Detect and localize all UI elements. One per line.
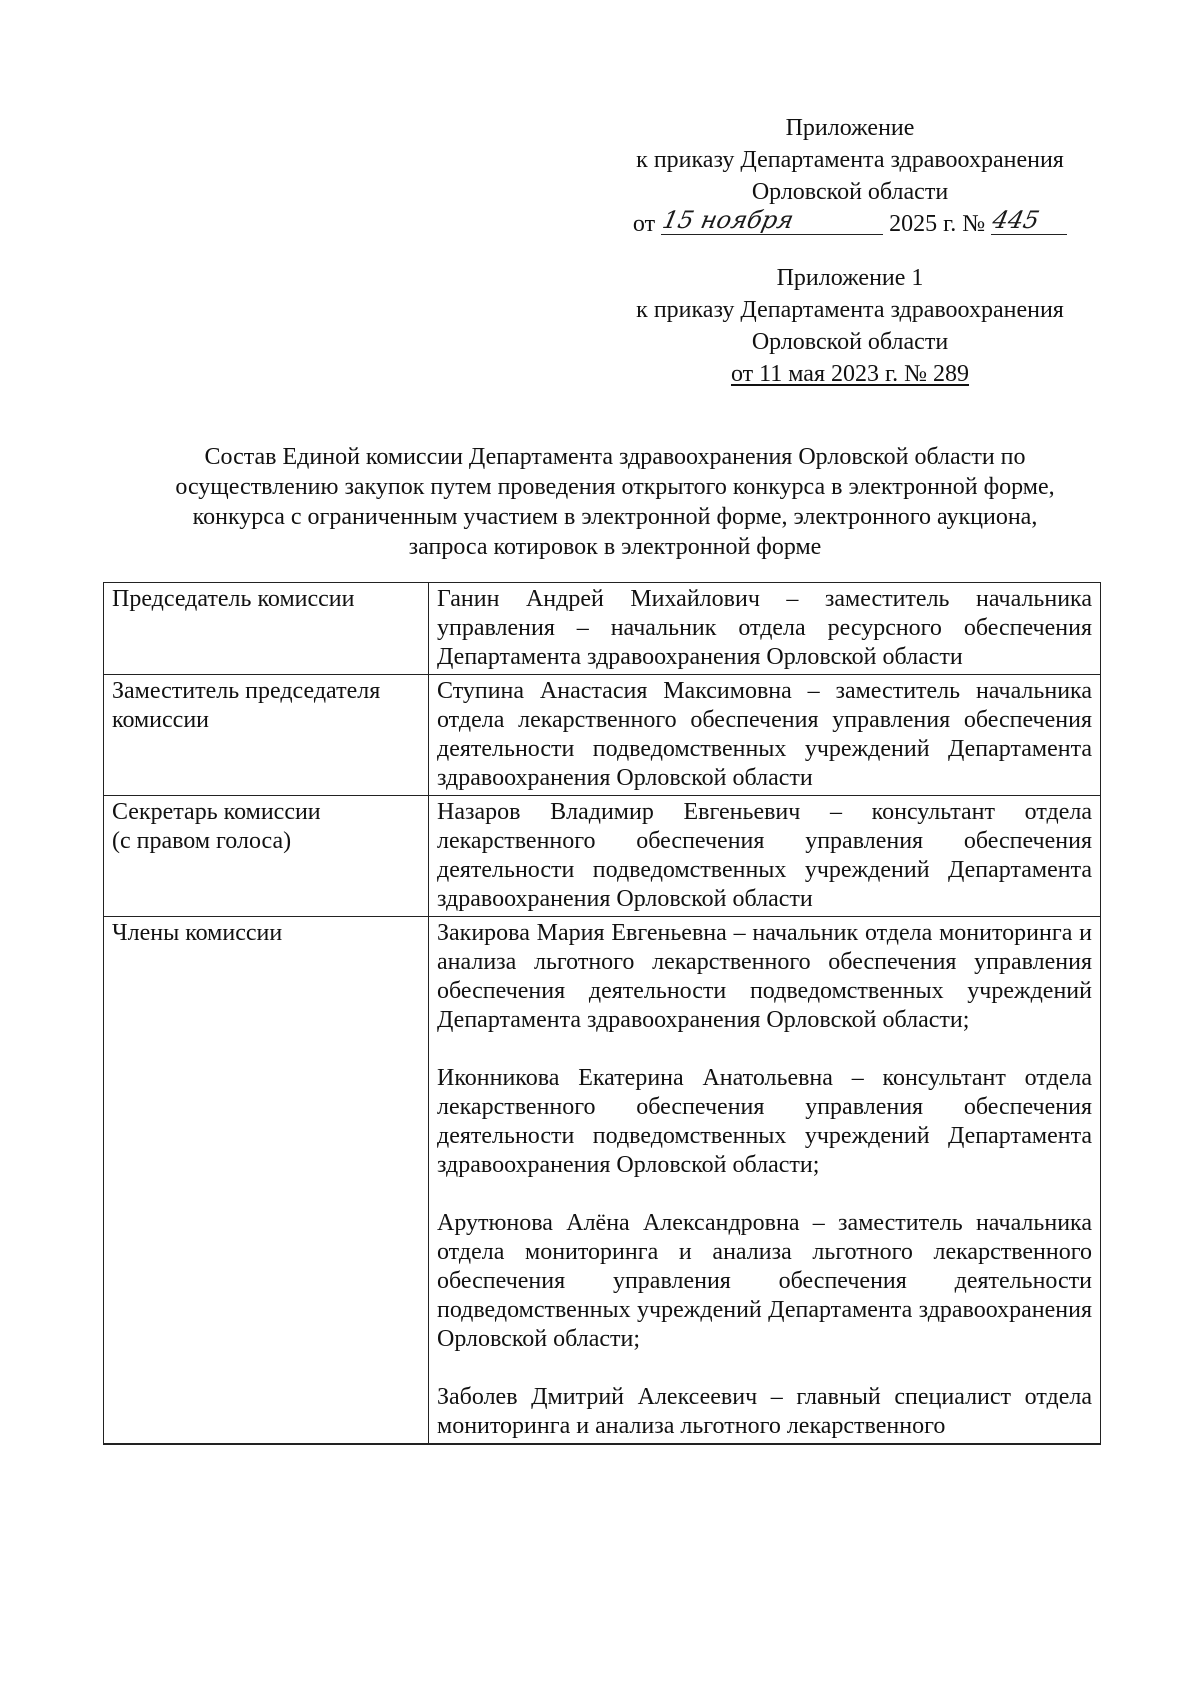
role-secretary-line2: (с правом голоса)	[112, 828, 292, 854]
table-row-deputy	[104, 675, 1101, 796]
role-deputy-line1: Заместитель председателя	[112, 678, 381, 704]
role-cell	[104, 675, 429, 796]
title-line: конкурса с ограниченным участием в электронной форме, электронного аукциона,	[192, 504, 1038, 530]
role-cell	[104, 583, 429, 675]
role-chairman: Председатель комиссии	[112, 586, 355, 612]
year-and-number-label: 2025 г. №	[889, 211, 986, 237]
appendix-label: Приложение	[785, 115, 915, 141]
original-order-date: от 11 мая 2023 г. № 289	[730, 361, 970, 387]
role-secretary-line1: Секретарь комиссии	[112, 799, 321, 825]
appendix-1-label: Приложение 1	[776, 265, 924, 291]
title-line: запроса котировок в электронной форме	[408, 534, 822, 560]
table-row-chairman	[104, 583, 1101, 675]
document-title	[120, 442, 1110, 562]
original-order-header	[600, 262, 1100, 390]
original-order-reference: к приказу Департамента здравоохранения	[636, 297, 1064, 323]
table-row-secretary	[104, 796, 1101, 917]
date-prefix: от	[632, 211, 656, 237]
title-line: осуществлению закупок путем проведения открытого конкурса в электронной форме,	[175, 474, 1055, 500]
member-cell	[429, 796, 1101, 917]
title-line: Состав Единой комиссии Департамента здравоохранения Орловской области по	[204, 444, 1026, 470]
member-entry: Ступина Анастасия Максимовна – заместитель начальника отдела лекарственного обеспечения управления обеспечения деятельности подведомственных учреждений Департамента здравоохранения Орловской области	[437, 678, 1092, 791]
member-entry: Арутюнова Алёна Александровна – заместитель начальника отдела мониторинга и анализа льготного лекарственного обеспечения управления обеспечения деятельности подведомственных учреждений Департамента здравоохранения Орловской области;	[437, 1210, 1092, 1352]
commission-table	[103, 582, 1101, 1445]
original-region-label: Орловской области	[751, 329, 949, 355]
handwritten-date: 15 ноября	[660, 206, 797, 234]
current-order-header	[600, 112, 1100, 240]
member-entry: Назаров Владимир Евгеньевич – консультант отдела лекарственного обеспечения управления обеспечения деятельности подведомственных учреждений Департамента здравоохранения Орловской области	[437, 799, 1092, 912]
member-cell	[429, 583, 1101, 675]
member-entry: Заболев Дмитрий Алексеевич – главный специалист отдела мониторинга и анализа льготного лекарственного	[437, 1384, 1092, 1439]
handwritten-number: 445	[990, 206, 1042, 234]
order-date-line	[600, 208, 1100, 240]
role-cell	[104, 796, 429, 917]
member-cell	[429, 675, 1101, 796]
member-entry: Ганин Андрей Михайлович – заместитель начальника управления – начальник отдела ресурсного обеспечения Департамента здравоохранения Орловской области	[437, 586, 1092, 670]
order-reference: к приказу Департамента здравоохранения	[636, 147, 1064, 173]
member-entry: Иконникова Екатерина Анатольевна – консультант отдела лекарственного обеспечения управления обеспечения деятельности подведомственных учреждений Департамента здравоохранения Орловской области;	[437, 1065, 1092, 1178]
member-entry: Закирова Мария Евгеньевна – начальник отдела мониторинга и анализа льготного лекарственного обеспечения управления обеспечения деятельности подведомственных учреждений Департамента здравоохранения Орловской области;	[437, 920, 1092, 1033]
number-field	[991, 208, 1067, 235]
date-field	[661, 208, 883, 235]
role-members: Члены комиссии	[112, 920, 283, 946]
member-cell	[429, 917, 1101, 1445]
table-row-members	[104, 917, 1101, 1445]
region-label: Орловской области	[751, 179, 949, 205]
role-deputy-line2: комиссии	[112, 707, 210, 733]
role-cell	[104, 917, 429, 1445]
